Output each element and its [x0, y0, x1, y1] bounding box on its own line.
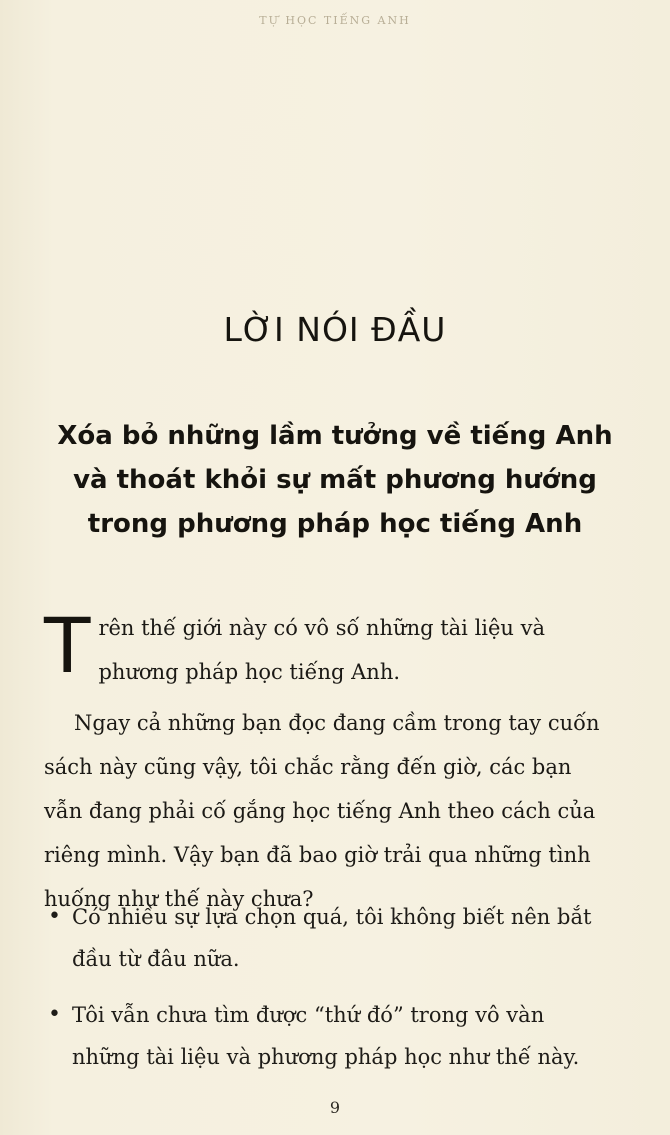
intro-paragraph-text: rên thế giới này có vô số những tài liệu và phương pháp học tiếng Anh. [98, 616, 546, 684]
subtitle-line: trong phương pháp học tiếng Anh [87, 509, 583, 539]
bullet-list [44, 896, 604, 1092]
list-item-text: Tôi vẫn chưa tìm được “thứ đó” trong vô vàn những tài liệu và phương pháp học như thế này. [72, 1003, 580, 1069]
subtitle [30, 414, 640, 546]
chapter-title: LỜI NÓI ĐẦU [223, 310, 447, 349]
page-number: 9 [329, 1098, 341, 1117]
drop-cap: T [44, 601, 91, 690]
subtitle-line: và thoát khỏi sự mất phương hướng [73, 465, 597, 495]
list-item [44, 994, 604, 1078]
list-item [44, 896, 604, 980]
bullet-icon: • [48, 1002, 61, 1027]
second-paragraph: Ngay cả những bạn đọc đang cầm trong tay cuốn sách này cũng vậy, tôi chắc rằng đến giờ, các bạn vẫn đang phải cố gắng học tiếng Anh theo cách của riêng mình. Vậy bạn đã bao giờ trải qua những tình huống như thế này chưa? [44, 711, 600, 911]
intro-paragraph [44, 601, 604, 694]
subtitle-line: Xóa bỏ những lầm tưởng về tiếng Anh [57, 421, 613, 451]
running-head: TỰ HỌC TIẾNG ANH [259, 14, 411, 27]
bullet-icon: • [48, 904, 61, 929]
list-item-text: Có nhiều sự lựa chọn quá, tôi không biết nên bắt đầu từ đâu nữa. [72, 905, 592, 971]
